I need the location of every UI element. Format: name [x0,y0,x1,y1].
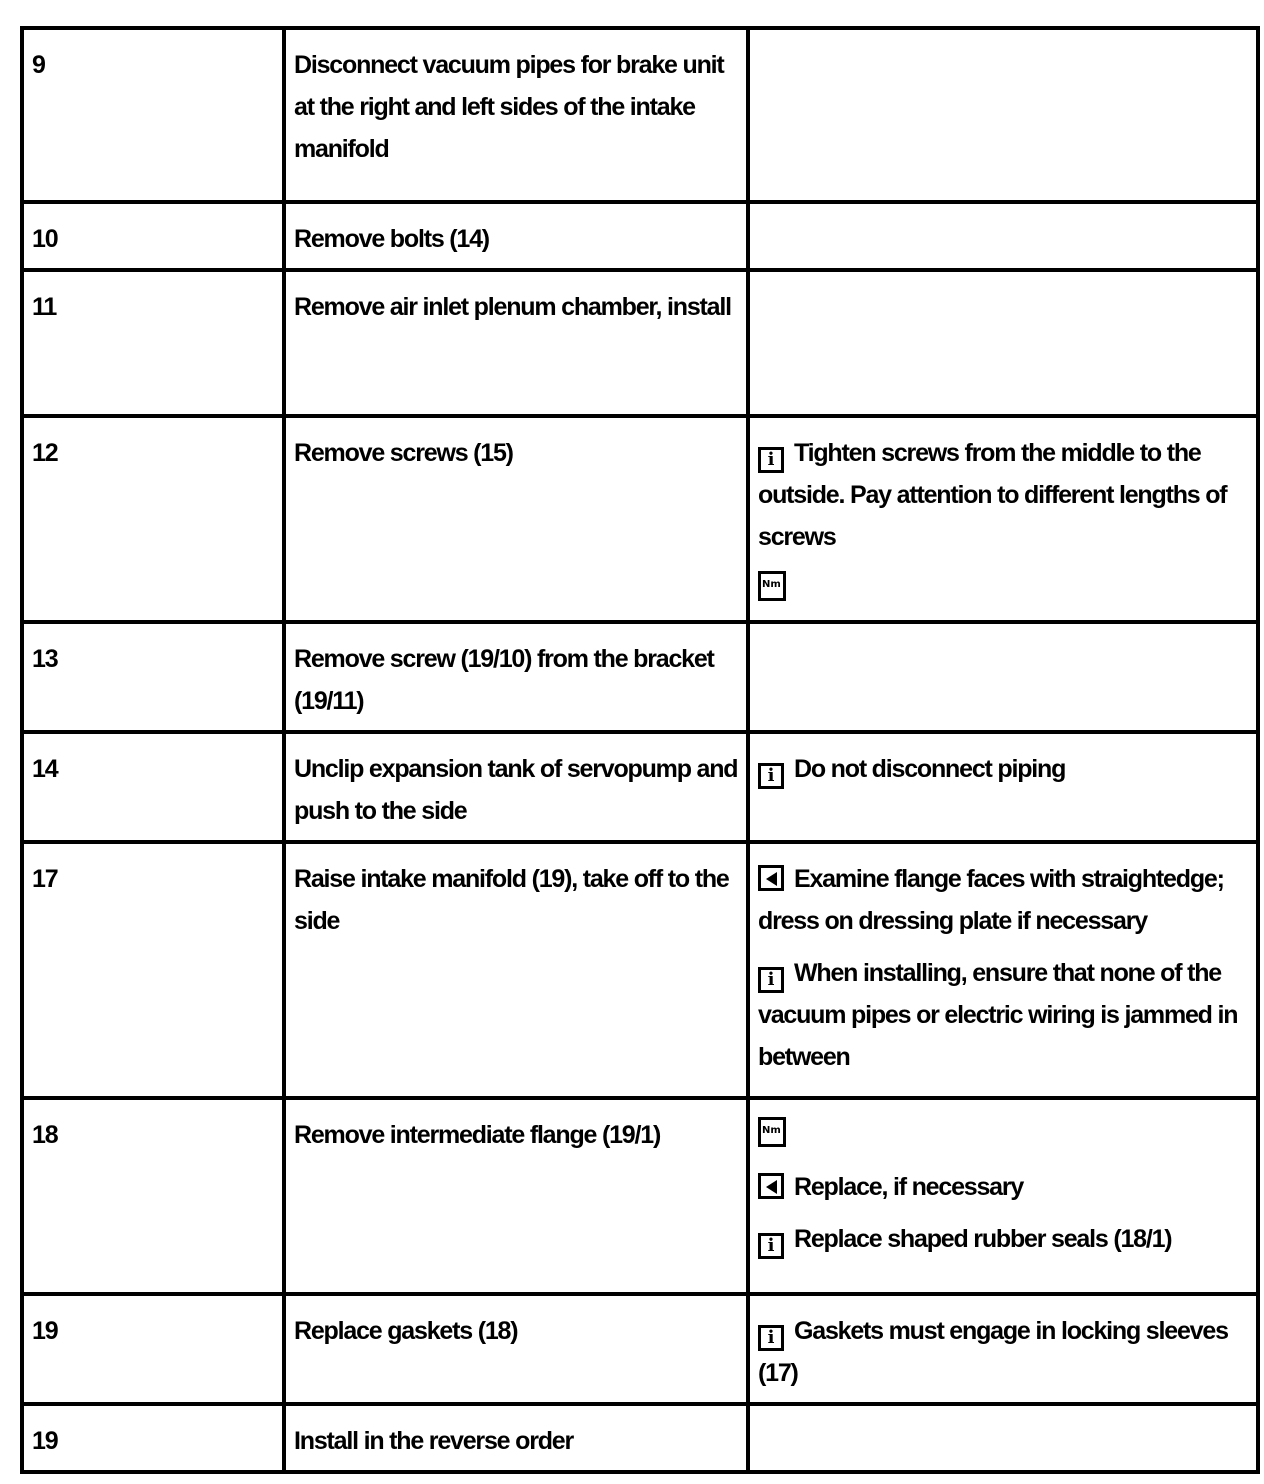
step-notes [748,1098,1258,1294]
step-action: Remove intermediate flange (19/1) [284,1098,748,1294]
step-number: 19 [22,1404,284,1472]
torque-icon [758,571,786,601]
step-action: Raise intake manifold (19), take off to the side [284,842,748,1098]
note-line [758,1310,1248,1394]
table-row [22,622,1258,732]
step-number: 10 [22,202,284,270]
table-row [22,1404,1258,1472]
step-number: 12 [22,416,284,622]
step-number: 19 [22,1294,284,1404]
table-row [22,270,1258,416]
step-notes [748,622,1258,732]
table-row [22,1294,1258,1404]
note-line [758,858,1248,942]
step-notes [748,732,1258,842]
step-number: 17 [22,842,284,1098]
step-notes [748,416,1258,622]
table-row [22,202,1258,270]
table-row [22,842,1258,1098]
step-action: Unclip expansion tank of servopump and push to the side [284,732,748,842]
note-line [758,1218,1248,1260]
step-number: 18 [22,1098,284,1294]
step-number: 9 [22,28,284,202]
table-row [22,1098,1258,1294]
step-action: Disconnect vacuum pipes for brake unit at the right and left sides of the intake manifold [284,28,748,202]
note-line [758,748,1248,790]
note-line [758,952,1248,1078]
info-icon [758,1233,784,1259]
info-icon [758,447,784,473]
procedure-table [20,26,1260,1474]
note-line [758,568,1248,610]
note-text: When installing, ensure that none of the vacuum pipes or electric wiring is jammed in between [758,959,1238,1071]
table-row [22,28,1258,202]
step-notes [748,28,1258,202]
torque-icon [758,1117,786,1147]
note-line [758,1114,1248,1156]
note-text: Replace, if necessary [794,1173,1024,1201]
note-text: Replace shaped rubber seals (18/1) [794,1225,1172,1253]
note-text: Tighten screws from the middle to the outside. Pay attention to different lengths of screws [758,439,1227,551]
step-action: Remove screw (19/10) from the bracket (19/11) [284,622,748,732]
step-action: Remove screws (15) [284,416,748,622]
step-action: Remove bolts (14) [284,202,748,270]
step-action: Replace gaskets (18) [284,1294,748,1404]
inspect-icon [758,865,784,891]
step-number: 11 [22,270,284,416]
table-row [22,416,1258,622]
step-notes [748,270,1258,416]
note-text: Do not disconnect piping [794,755,1066,783]
step-notes [748,1294,1258,1404]
note-text: Examine flange faces with straightedge; dress on dressing plate if necessary [758,865,1224,935]
step-action: Remove air inlet plenum chamber, install [284,270,748,416]
step-notes [748,1404,1258,1472]
step-action: Install in the reverse order [284,1404,748,1472]
note-line [758,432,1248,558]
table-row [22,732,1258,842]
step-number: 13 [22,622,284,732]
step-number: 14 [22,732,284,842]
inspect-icon [758,1173,784,1199]
info-icon [758,763,784,789]
step-notes [748,202,1258,270]
note-text: Gaskets must engage in locking sleeves (17) [758,1317,1228,1387]
info-icon [758,967,784,993]
step-notes [748,842,1258,1098]
note-line [758,1166,1248,1208]
info-icon [758,1325,784,1351]
